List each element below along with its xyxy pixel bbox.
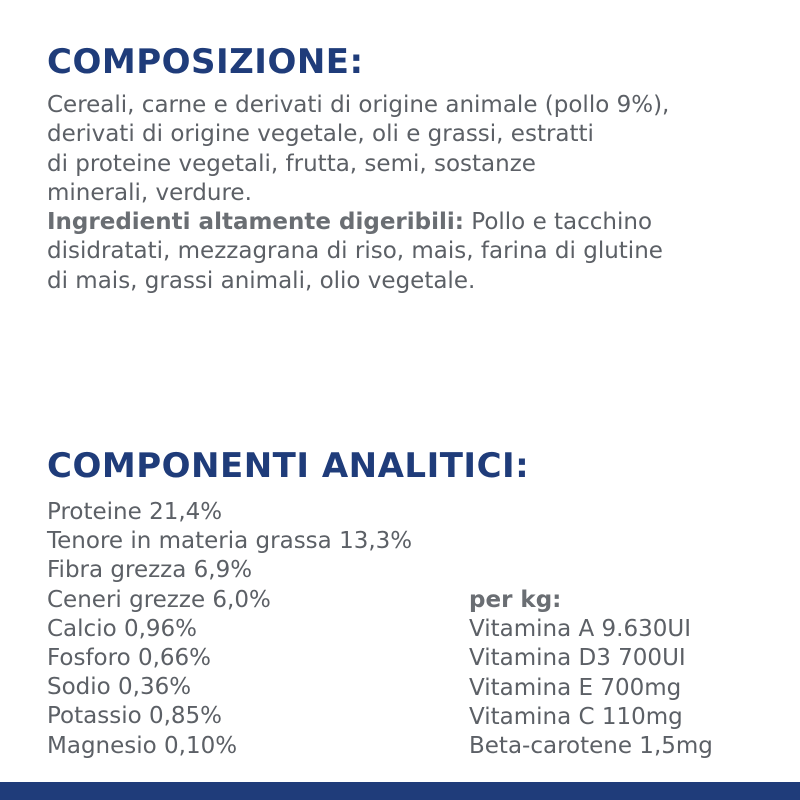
composition-line: di proteine vegetali, frutta, semi, sostanze [47,150,536,177]
composition-line: Cereali, carne e derivati di origine animale (pollo 9%), [47,92,670,118]
digestible-ingredients-line [47,208,777,237]
list-item: Potassio 0,85% [47,703,223,730]
list-item: Beta-carotene 1,5mg [469,733,713,760]
list-item: Calcio 0,96% [47,615,198,642]
composition-text [47,91,777,296]
bottom-bar [0,782,800,800]
analytics-list [47,498,412,761]
list-item: Vitamina C 110mg [469,703,683,730]
digestible-ingredients-line: di mais, grassi animali, olio vegetale. [47,267,476,294]
vitamins-list [469,586,713,761]
analytics-heading: COMPONENTI ANALITICI: [47,446,530,486]
list-item: Tenore in materia grassa 13,3% [47,528,413,555]
list-item: Proteine 21,4% [47,499,223,525]
list-item: Vitamina E 700mg [469,674,682,701]
composition-line: derivati di origine vegetale, oli e grassi, estratti [47,121,594,148]
list-item: Fosforo 0,66% [47,645,212,672]
list-item: Sodio 0,36% [47,674,192,701]
composition-line: minerali, verdure. [47,179,252,206]
composition-heading: COMPOSIZIONE: [47,42,364,82]
list-item: Vitamina A 9.630UI [469,616,692,643]
list-item: Ceneri grezze 6,0% [47,586,271,613]
digestible-ingredients-label: Ingredienti altamente digeribili: [47,209,464,236]
digestible-ingredients-text: Pollo e tacchino [463,209,653,236]
list-item: Magnesio 0,10% [47,732,238,759]
list-item: Vitamina D3 700UI [469,645,686,672]
list-item: Fibra grezza 6,9% [47,557,253,584]
per-kg-label: per kg: [469,587,562,613]
digestible-ingredients-line: disidratati, mezzagrana di riso, mais, farina di glutine [47,238,663,265]
